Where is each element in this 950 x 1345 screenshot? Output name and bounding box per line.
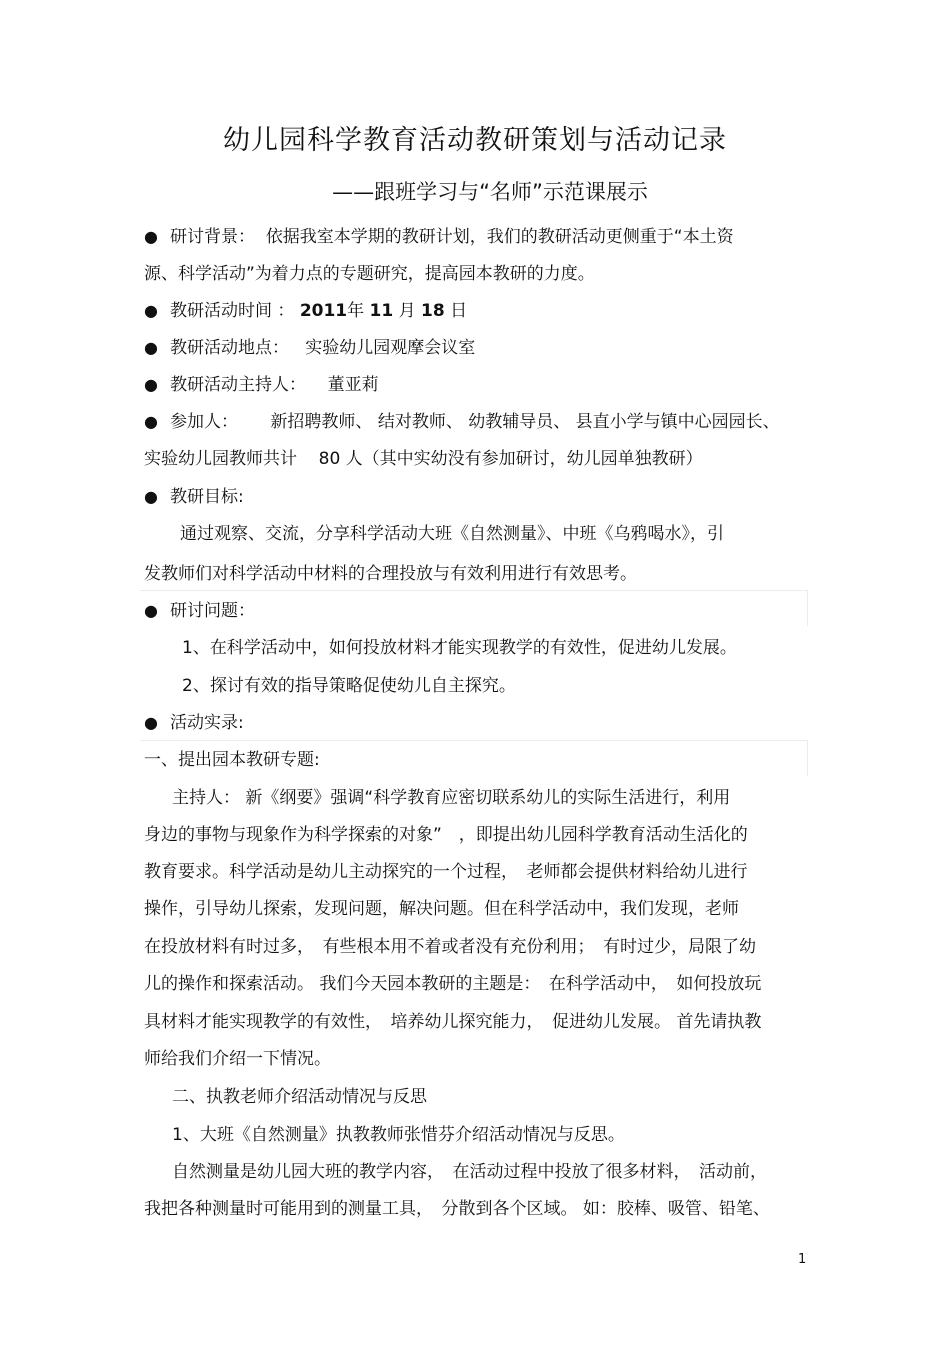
- para-1-line-8: 师给我们介绍一下情况。: [144, 1049, 331, 1069]
- para-1-line-7: 具材料才能实现教学的有效性， 培养幼儿探究能力， 促进幼儿发展。 首先请执教: [144, 1012, 762, 1032]
- location-value: 实验幼儿园观摩会议室: [305, 338, 476, 358]
- goal-text-2: 发教师们对科学活动中材料的合理投放与有效利用进行有效思考。: [144, 564, 637, 584]
- participants-text-2a: 实验幼儿园教师共计: [144, 449, 297, 469]
- question-item-1: 1、在科学活动中，如何投放材料才能实现教学的有效性，促进幼儿发展。: [182, 638, 737, 658]
- background-line-1: [144, 225, 734, 249]
- participants-line-1: [144, 410, 780, 434]
- participants-line-2: [144, 447, 703, 471]
- questions-heading: [144, 599, 255, 623]
- page-number: 1: [798, 1252, 807, 1267]
- time-month-unit: 月: [398, 301, 416, 321]
- bullet-icon: ●: [144, 375, 158, 394]
- background-label: 研讨背景：: [170, 227, 255, 247]
- time-day-unit: 日: [450, 301, 468, 321]
- location-label: 教研活动地点：: [170, 338, 289, 358]
- section-1-heading: 一、提出园本教研专题:: [144, 750, 320, 770]
- background-text-1: 依据我室本学期的教研计划，我们的教研活动更侧重于“本土资: [265, 227, 734, 247]
- questions-label: 研讨问题：: [170, 601, 255, 621]
- location-line: [144, 336, 475, 360]
- host-value: 董亚莉: [327, 375, 379, 395]
- bullet-icon: ●: [144, 301, 158, 320]
- record-label: 活动实录:: [170, 713, 244, 733]
- para-2-line-2: 我把各种测量时可能用到的测量工具， 分散到各个区域。 如：胶棒、吸管、铅笔、: [144, 1199, 770, 1219]
- participants-count: 80: [318, 449, 341, 469]
- section-2-heading: 二、执教老师介绍活动情况与反思: [172, 1087, 427, 1107]
- participants-text-2b: 人（其中实幼没有参加研讨，幼儿园单独教研）: [345, 449, 703, 469]
- time-year-unit: 年: [347, 301, 365, 321]
- background-line-2: 源、科学活动”为着力点的专题研究，提高园本教研的力度。: [144, 264, 595, 284]
- para-1-line-1: 主持人： 新《纲要》强调“科学教育应密切联系幼儿的实际生活进行，利用: [172, 788, 731, 808]
- participants-label: 参加人：: [170, 412, 238, 432]
- para-1-line-5: 在投放材料有时过多， 有些根本用不着或者没有充份利用； 有时过少，局限了幼: [144, 937, 756, 957]
- goal-heading: [144, 485, 244, 509]
- record-heading: [144, 711, 244, 735]
- bullet-icon: ●: [144, 338, 158, 357]
- para-1-line-6: 儿的操作和探索活动。 我们今天园本教研的主题是： 在科学活动中， 如何投放玩: [144, 974, 762, 994]
- para-2-line-1: 自然测量是幼儿园大班的教学内容， 在活动过程中投放了很多材料， 活动前，: [172, 1162, 767, 1182]
- bullet-icon: ●: [144, 487, 158, 506]
- bullet-icon: ●: [144, 713, 158, 732]
- para-1-line-2: 身边的事物与现象作为科学探索的对象” ，即提出幼儿园科学教育活动生活化的: [144, 825, 748, 845]
- sub-1-heading: 1、大班《自然测量》执教教师张惜芬介绍活动情况与反思。: [172, 1125, 625, 1145]
- time-year: 2011: [299, 301, 348, 321]
- para-1-line-3: 教育要求。科学活动是幼儿主动探究的一个过程， 老师都会提供材料给幼儿进行: [144, 862, 748, 882]
- time-line: [144, 299, 467, 323]
- time-month: 11: [369, 301, 394, 321]
- goal-label: 教研目标:: [170, 487, 244, 507]
- document-title: 幼儿园科学教育活动教研策划与活动记录: [223, 125, 727, 156]
- time-day: 18: [421, 301, 445, 321]
- time-label: 教研活动时间 ：: [170, 301, 295, 321]
- host-label: 教研活动主持人：: [170, 375, 306, 395]
- bullet-icon: ●: [144, 227, 158, 246]
- host-line: [144, 373, 379, 397]
- bullet-icon: ●: [144, 412, 158, 431]
- document-subtitle: ——跟班学习与“名师”示范课展示: [332, 180, 648, 204]
- para-1-line-4: 操作，引导幼儿探索，发现问题，解决问题。但在科学活动中，我们发现，老师: [144, 899, 739, 919]
- question-item-2: 2、探讨有效的指导策略促使幼儿自主探究。: [182, 676, 516, 696]
- bullet-icon: ●: [144, 601, 158, 620]
- goal-text-1: 通过观察、交流，分享科学活动大班《自然测量》、中班《乌鸦喝水》，引: [180, 524, 724, 544]
- participants-text-1: 新招聘教师、 结对教师、 幼教辅导员、 县直小学与镇中心园园长、: [270, 412, 780, 432]
